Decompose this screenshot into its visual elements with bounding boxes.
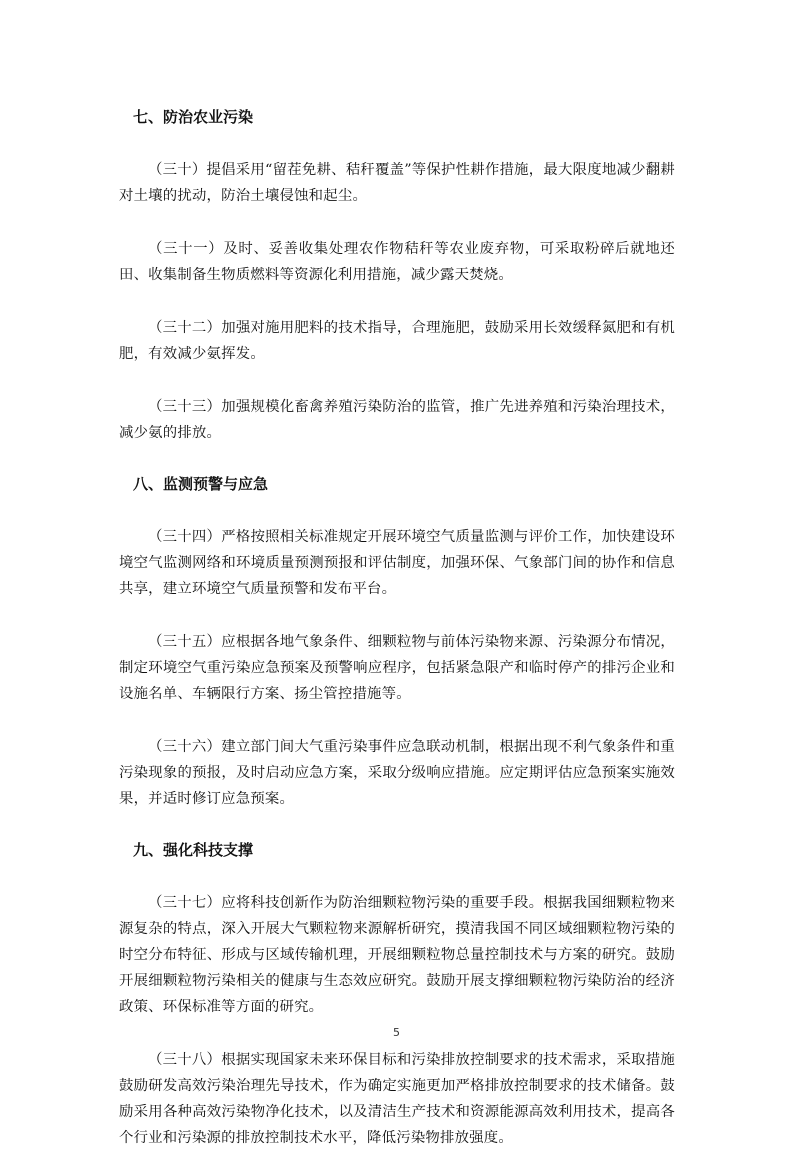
paragraph-37: （三十七）应将科技创新作为防治细颗粒物污染的重要手段。根据我国细颗粒物来源复杂的特点，深入开展大气颗粒物来源解析研究，摸清我国不同区域细颗粒物污染的时空分布特征、形成与区域传输机理，开展细颗粒物总量控制技术与方案的研究。鼓励开展细颗粒物污染相关的健康与生态效应研究。鼓励开展支撑细颗粒物污染防治的经济政策、环保标准等方面的研究。 bbox=[119, 895, 675, 1015]
paragraph-31: （三十一）及时、妥善收集处理农作物秸秆等农业废弃物，可采取粉碎后就地还田、收集制备生物质燃料等资源化利用措施，减少露天焚烧。 bbox=[119, 241, 675, 283]
paragraph-33: （三十三）加强规模化畜禽养殖污染防治的监管，推广先进养殖和污染治理技术，减少氨的排放。 bbox=[119, 399, 675, 441]
paragraph-35: （三十五）应根据各地气象条件、细颗粒物与前体污染物来源、污染源分布情况，制定环境空气重污染应急预案及预警响应程序，包括紧急限产和临时停产的排污企业和设施名单、车辆限行方案、扬尘管控措施等。 bbox=[119, 634, 675, 702]
paragraph-38: （三十八）根据实现国家未来环保目标和污染排放控制要求的技术需求，采取措施鼓励研发高效污染治理先导技术，作为确定实施更加严格排放控制要求的技术储备。鼓励采用各种高效污染物净化技术，以及清洁生产技术和资源能源高效利用技术，提高各个行业和污染源的排放控制技术水平，降低污染物排放强度。 bbox=[119, 1052, 675, 1146]
section-heading-7: 七、防治农业污染 bbox=[133, 108, 254, 126]
paragraph-32: （三十二）加强对施用肥料的技术指导，合理施肥，鼓励采用长效缓释氮肥和有机肥，有效减少氨挥发。 bbox=[119, 320, 675, 362]
paragraph-30: （三十）提倡采用“留茬免耕、秸秆覆盖”等保护性耕作措施，最大限度地减少翻耕对土壤的扰动，防治土壤侵蚀和起尘。 bbox=[119, 162, 675, 204]
section-heading-9: 九、强化科技支撑 bbox=[133, 841, 254, 859]
paragraph-34: （三十四）严格按照相关标准规定开展环境空气质量监测与评价工作，加快建设环境空气监测网络和环境质量预测预报和评估制度，加强环保、气象部门间的协作和信息共享，建立环境空气质量预警和发布平台。 bbox=[119, 529, 675, 597]
page-number: 5 bbox=[393, 1026, 400, 1039]
paragraph-36: （三十六）建立部门间大气重污染事件应急联动机制，根据出现不利气象条件和重污染现象的预报，及时启动应急方案，采取分级响应措施。应定期评估应急预案实施效果，并适时修订应急预案。 bbox=[119, 739, 675, 807]
section-heading-8: 八、监测预警与应急 bbox=[133, 475, 269, 493]
page-content bbox=[119, 104, 675, 1151]
